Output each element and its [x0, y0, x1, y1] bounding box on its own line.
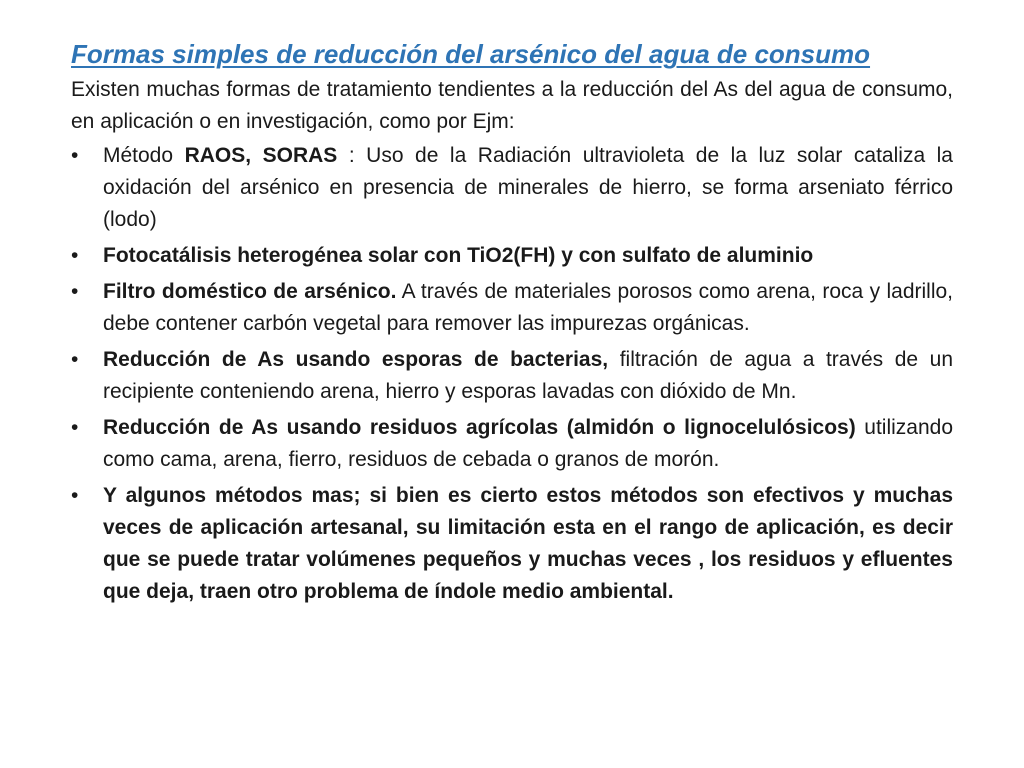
bullet-text-prefix: Método: [103, 144, 185, 167]
bullet-dot-icon: •: [71, 144, 79, 167]
bullet-dot-icon: •: [71, 416, 79, 439]
bullet-bold-text: RAOS, SORAS: [184, 144, 338, 167]
bullet-text: utilizando como cama, arena, fierro, residuos de cebada o granos de morón.: [103, 416, 954, 471]
bullet-text: filtración de agua a través de un recipiente conteniendo arena, hierro y esporas lavadas con dióxido de Mn.: [103, 348, 953, 403]
bullet-bold-text: Y algunos métodos mas; si bien es cierto estos métodos son efectivos y muchas veces de aplicación artesanal, su limitación esta en el rango de aplicación, es decir que se puede tratar volúmenes pequeños y muchas veces , los residuos y efluentes que deja, traen otro problema de índole medio ambiental.: [103, 484, 953, 603]
bullet-bold-text: Reducción de As usando residuos agrícolas (almidón o lignocelulósicos): [103, 416, 856, 439]
bullet-text: : Uso de la Radiación ultravioleta de la luz solar cataliza la oxidación del arsénico en presencia de minerales de hierro, se forma arseniato férrico (lodo): [103, 144, 953, 231]
slide-content: [71, 38, 953, 612]
bullet-dot-icon: •: [71, 280, 79, 303]
bullet-item-filtro-domestico: [71, 276, 953, 340]
intro-paragraph: Existen muchas formas de tratamiento tendientes a la reducción del As del agua de consumo, en aplicación o en investigación, como por Ejm:: [71, 78, 953, 133]
bullet-item-raos-soras: [71, 140, 953, 236]
bullet-dot-icon: •: [71, 484, 79, 507]
bullet-item-otros-metodos: [71, 480, 953, 608]
bullet-dot-icon: •: [71, 244, 79, 267]
bullet-text: A través de materiales porosos como arena, roca y ladrillo, debe contener carbón vegetal para remover las impurezas orgánicas.: [103, 280, 954, 335]
bullet-bold-text: Filtro doméstico de arsénico.: [103, 280, 397, 303]
bullet-item-esporas-bacterias: [71, 344, 953, 408]
bullet-dot-icon: •: [71, 348, 79, 371]
bullet-bold-text: Reducción de As usando esporas de bacterias,: [103, 348, 609, 371]
bullet-item-residuos-agricolas: [71, 412, 953, 476]
bullet-item-fotocatalisis: [71, 240, 953, 272]
bullet-bold-text: Fotocatálisis heterogénea solar con TiO2(FH) y con sulfato de aluminio: [103, 244, 814, 267]
bullet-list: [71, 140, 953, 608]
slide-title: Formas simples de reducción del arsénico del agua de consumo: [71, 39, 871, 69]
